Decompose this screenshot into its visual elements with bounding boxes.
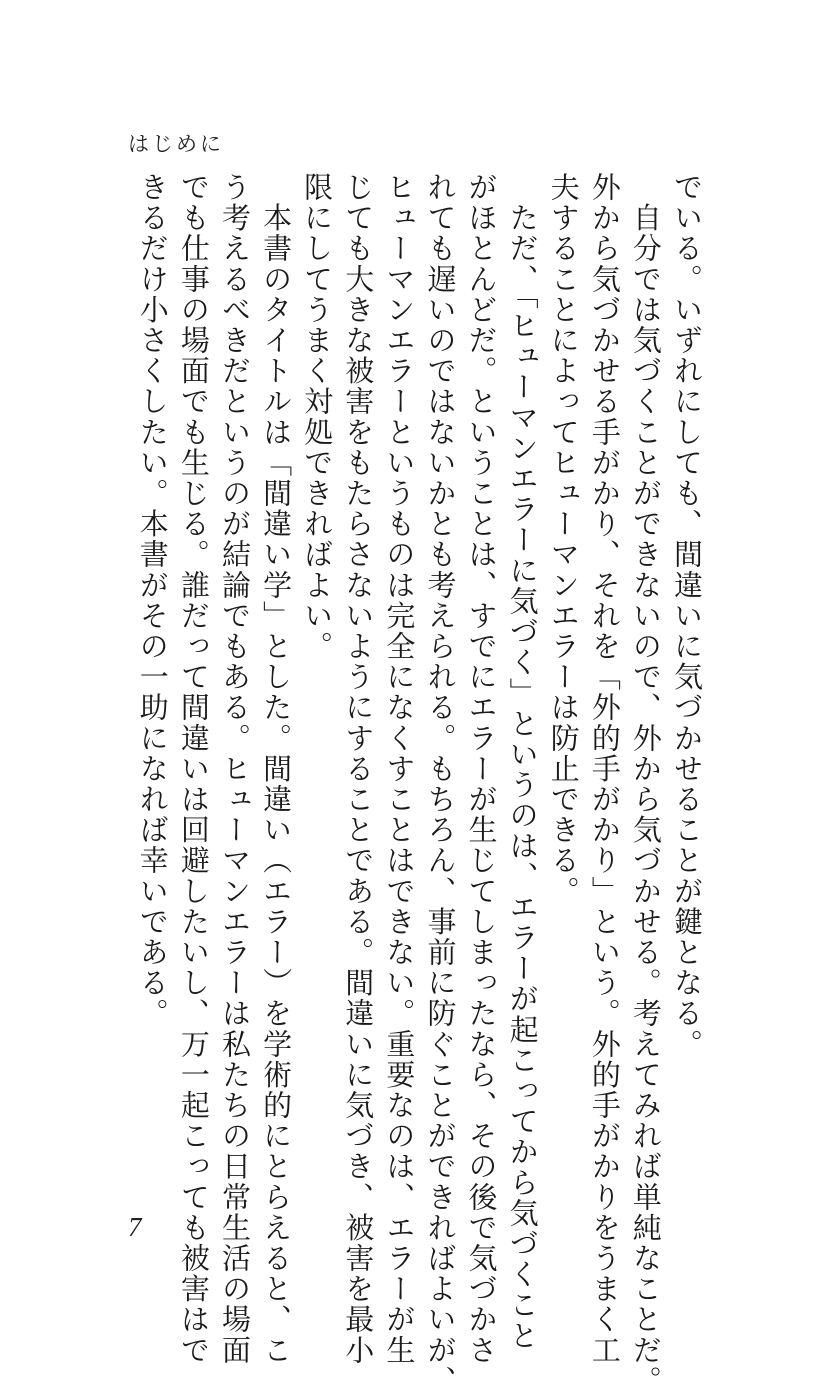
text-line: 本書のタイトルは「間違い学」とした。間違い（エラー）を学術的にとらえると、こ <box>259 172 294 1366</box>
text-line: う考えるべきだというのが結論でもある。ヒューマンエラーは私たちの日常生活の場面 <box>217 172 252 1366</box>
text-line: 夫することによってヒューマンエラーは防止できる。 <box>546 172 581 907</box>
text-line: ただ、「ヒューマンエラーに気づく」というのは、エラーが起こってから気づくこと <box>505 172 540 1351</box>
text-line: 外から気づかせる手がかり、それを「外的手がかり」という。外的手がかりをうまく工 <box>587 172 622 1366</box>
text-line: 限にしてうまく対処できればよい。 <box>300 172 335 662</box>
text-line: ヒューマンエラーというものは完全になくすことはできない。重要なのは、エラーが生 <box>382 172 417 1366</box>
running-head: はじめに <box>128 132 224 156</box>
body-text <box>132 172 707 1396</box>
text-line: きるだけ小さくしたい。本書がその一助になれば幸いである。 <box>135 172 170 1029</box>
text-line: じても大きな被害をもたらさないようにすることである。間違いに気づき、被害を最小 <box>341 172 376 1366</box>
text-line: れても遅いのではないかとも考えられる。もちろん、事前に防ぐことができればよいが、 <box>423 172 458 1396</box>
text-line: でいる。いずれにしても、間違いに気づかせることが鍵となる。 <box>670 172 704 1060</box>
text-line: 自分では気づくことができないので、外から気づかせる。考えてみれば単純なことだ。 <box>628 172 663 1396</box>
text-line: がほとんどだ。ということは、すでにエラーが生じてしまったなら、その後で気づかさ <box>464 172 499 1366</box>
page-number: 7 <box>128 1212 142 1242</box>
text-line: でも仕事の場面でも生じる。誰だって間違いは回避したいし、万一起こっても被害はで <box>176 172 211 1366</box>
